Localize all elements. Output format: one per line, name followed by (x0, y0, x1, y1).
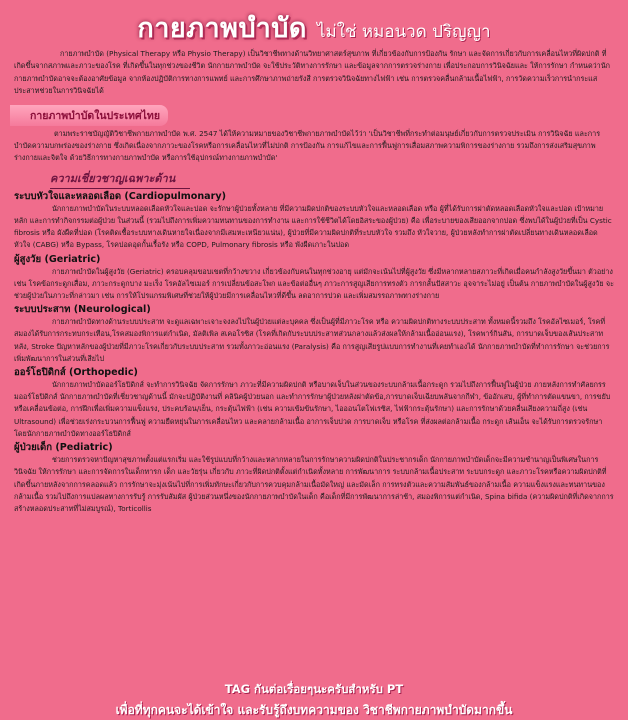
specialty-title: ระบบประสาท (Neurological) (14, 304, 151, 316)
specialty-text: นักกายภาพบำบัดออร์โธปิดิกส์ จะทำการวินิจฉัย จัดการรักษา ภาวะที่มีความผิดปกติ หรือบาดเจ็บในส่วนของระบบกล้ามเนื้อกระดูก รวมไปถึงการฟื้นฟูในผู้ป่วย ภายหลังการทำศัลยกรรมออร์โธปิดิกส์ นักกายภาพบำบัดที่เชี่ยวชาญด้านนี้ มักจะปฏิบัติงานที่ คลินิคผู้ป่วยนอก และทำการรักษาผู้ป่วยหลังผ่าตัดข้อ,การบาดเจ็บเฉียบพลันจากกีฬา, ข้ออักเสบ, ผู้ที่ทำการตัดแขนขา, การขยับ หรือเคลื่อนข้อต่อ, การฝึกเพื่อเพิ่มความแข็งแรง, ประคบร้อน/เย็น, กระตุ้นไฟฟ้า (เช่น ความเข้มข้นรักษา, ไอออนโตโฟเรซิส, ไฟฟ้ากระตุ้นรักษา) และการรักษาด้วยคลื่นเสียงความถี่สูง (เช่น Ultrasound) เพื่อช่วยเร่งกระบวนการฟื้นฟู ความยืดหยุ่นในการเคลื่อนไหว และคลายกล้ามเนื้อ อาการเจ็บปวด การบาดเจ็บ หรือโรค ที่ส่งผลต่อกล้ามเนื้อ กระดูก เส้นเอ็น จะได้รับการตรวจรักษาโดยนักกายภาพบำบัดทางออร์โธปิดิกส์ (14, 380, 611, 438)
specialty-title: ผู้สูงวัย (Geriatric) (14, 253, 101, 265)
specialty-text: ช่วยการตรวจหาปัญหาสุขภาพตั้งแต่แรกเริ่ม และใช้รูปแบบที่กว้างและหลากหลายในการรักษาความผิดปกติในประชากรเด็ก นักกายภาพบำบัดเด็กจะมีความชำนาญเป็นพิเศษในการวินิจฉัย ให้การรักษา และการจัดการในเด็กทารก เด็ก และวัยรุ่น เกี่ยวกับ ภาวะที่ผิดปกติตั้งแต่กำเนิดทั้งหลาย การพัฒนาการ ระบบกล้ามเนื้อประสาท ระบบกระดูก และภาวะโรคหรือความผิดปกติที่เกิดขึ้นภายหลังจากการคลอดแล้ว การรักษาจะมุ่งเน้นไปที่การเพิ่มทักษะเกี่ยวกับการควบคุมกล้ามเนื้อมัดใหญ่ และมัดเล็ก การทรงตัวและความสัมพันธ์ของกล้ามเนื้อ ความแข็งแรงและทนทานของกล้ามเนื้อ รวมไปถึงการแปลผลทางการรับรู้ การรับสัมผัส ผู้ป่วยส่วนหนึ่งของนักกายภาพบำบัดในเด็ก คือเด็กที่มีการพัฒนาการล่าช้า, สมองพิการแต่กำเนิด, Spina bifida (ความผิดปกติที่เกิดจากการสร้างหลอดประสาทที่ไม่สมบูรณ์), Torticollis (14, 455, 614, 513)
specialty-geriatric (14, 254, 614, 303)
specialty-text: กายภาพบำบัดในผู้สูงวัย (Geriatric) ครอบคลุมขอบเขตที่กว้างขวาง เกี่ยวข้องกับคนในทุกช่วงอายุ แต่มักจะเน้นไปที่ผู้สูงวัย ซึ่งมีหลากหลายสภาวะที่เกิดเมื่อคนกำลังสูงวัยขึ้นมา ตัวอย่างเช่น โรคข้อกระดูกเสื่อม, ภาวะกระดูกบาง มะเร็ง โรคอัลไซเมอร์ การเปลี่ยนข้อสะโพก และข้อต่ออื่นๆ ภาวะการสูญเสียการทรงตัว การกลั้นปัสสาวะ อุจจาระไม่อยู่ เป็นต้น กายภาพบำบัดในผู้สูงวัย จะช่วยผู้ป่วยในภาวะที่กล่าวมา เช่น การให้โปรแกรมพิเศษที่ช่วยให้ผู้ป่วยมีการเคลื่อนไหวที่ดีขึ้น ลดอาการปวด และเพิ่มสมรรถภาพทางร่างกาย (14, 266, 614, 301)
specialties-heading: ความเชี่ยวชาญเฉพาะด้าน (50, 171, 176, 185)
page-subtitle: ไม่ใช่ หมอนวด ปริญญา (316, 22, 491, 42)
specialty-neurological (14, 304, 614, 365)
page-title: กายภาพบำบัด (137, 13, 307, 44)
header (10, 6, 618, 44)
section-thailand-text: ตามพระราชบัญญัติวิชาชีพกายภาพบำบัด พ.ศ. 2547 ได้ให้ความหมายของวิชาชีพกายภาพบำบัดไว้ว่า 'เป็นวิชาชีพที่กระทำต่อมนุษย์เกี่ยวกับการตรวจประเมิน การวินิจฉัย และการบำบัดความบกพร่องของร่างกาย ซึ่งเกิดเนื่องจากภาวะของโรคหรือการเคลื่อนไหวที่ไม่ปกติ การป้องกัน การแก้ไขและการฟื้นฟูการเสื่อมสภาพความพิการของร่างกาย รวมถึงการส่งเสริมสุขภาพร่างกายและจิตใจ ด้วยวิธีการทางกายภาพบำบัด หรือการใช้อุปกรณ์ทางกายภาพบำบัด' (14, 128, 601, 163)
specialty-text: นักกายภาพบำบัดในระบบหลอดเลือดหัวใจและปอด จะรักษาผู้ป่วยทั้งหลาย ที่มีความผิดปกติของระบบหัวใจและหลอดเลือด หรือ ผู้ที่ได้รับการผ่าตัดหลอดเลือดหัวใจและปอด เป้าหมายหลัก และการทำกิจกรรมต่อผู้ป่วย ในส่วนนี้ (รวมไปถึงการเพิ่มความทนทานของการทำงาน และการใช้ชีวิตได้โดยอิสระของผู้ป่วย) คือ เพื่อระบายของเสียออกจากปอด ซึ่งพบได้ในผู้ป่วยที่เป็น Cystic fibrosis หรือ ผังผืดที่ปอด (โรคติดเชื้อระบบทางเดินหายใจเนื่องจากมีเสมหะเหนียวแน่น), ผู้ป่วยที่มีความผิดปกติที่ระบบหัวใจ รวมถึง หัวใจวาย, ผู้ป่วยหลังทำการผ่าตัดเปลี่ยนทางเดินหลอดเลือดหัวใจ (CABG) หรือ Bypass, โรคปอดอุดกั้นเรื้อรัง หรือ COPD, Pulmonary fibrosis หรือ พังผืดเกาะในปอด (14, 203, 612, 250)
specialty-orthopedic (14, 367, 614, 440)
specialty-cardiopulmonary (14, 191, 614, 252)
specialty-pediatric (14, 442, 614, 515)
footer-line-2: เพื่อที่ทุกคนจะได้เข้าใจ และรับรู้ถึงบทความของ วิชาชีพกายภาพบำบัดมากขึ้น (115, 703, 513, 717)
specialties-underline (50, 188, 190, 189)
footer (0, 681, 628, 720)
specialty-title: ผู้ป่วยเด็ก (Pediatric) (14, 442, 113, 454)
intro-paragraph: กายภาพบำบัด (Physical Therapy หรือ Physio Therapy) เป็นวิชาชีพทางด้านวิทยาศาสตร์สุขภาพ ที่เกี่ยวข้องกับการป้องกัน รักษา และจัดการเกี่ยวกับการเคลื่อนไหวที่ผิดปกติ ที่เกิดขึ้นจากสภาพและภาวะของโรค ที่เกิดขึ้นในทุกช่วงของชีวิต นักกายภาพบำบัด จะใช้ประวัติทางการรักษา และข้อมูลจากการตรวจร่างกาย เพื่อประกอบการวินิจฉัยและ ให้การรักษา กำหนดว่านักกายภาพบำบัดอาจจะต้องอาศัยข้อมูล จากห้องปฏิบัติการทางการแพทย์ และการศึกษาภาพถ่ายรังสี การตรวจวินิจฉัยทางไฟฟ้า เช่น การตรวจคลื่นกล้ามเนื้อไฟฟ้า, การวัดความเร็วการนำกระแสประสาทช่วยในการวินิจฉัยได้ (14, 49, 610, 96)
specialty-title: ออร์โธปิดิกส์ (Orthopedic) (14, 367, 138, 379)
section-thailand-heading (10, 104, 618, 126)
specialty-text: กายภาพบำบัดทางด้านระบบประสาท จะดูแลเฉพาะเจาะจงลงไปในผู้ป่วยแต่ละบุคคล ซึ่งเป็นผู้ที่มีภาวะโรค หรือ ความผิดปกติทางระบบประสาท ทั้งหมดนี้รวมถึง โรคอัลไซเมอร์, โรคที่สมองได้รับการกระทบกระเทือน,โรคสมองพิการแต่กำเนิด, มัลติเพิล สเคอโรซิส (โรคที่เกิดกับระบบประสาทส่วนกลางแล้วส่งผลให้กล้ามเนื้ออ่อนแรง), โรคพาร์กินสัน, การบาดเจ็บของเส้นประสาทหลัง, Stroke ปัญหาหลักของผู้ป่วยที่มีภาวะโรคเกี่ยวกับระบบประสาท รวมทั้งภาวะอ่อนแรง (Paralysis) คือ การสูญเสียรูปแบบการทำงานที่เคยทำเองได้ นักกายภาพบำบัดที่ทำการรักษา จะช่วยการเพิ่มพัฒนาการในส่วนที่เสียไป (14, 317, 610, 363)
footer-line-1: TAG กันต่อเรื่อยๆนะครับสำหรับ PT (224, 682, 404, 696)
specialty-title: ระบบหัวใจและหลอดเลือด (Cardiopulmonary) (14, 190, 227, 202)
section-thailand-title: กายภาพบำบัดในประเทศไทย (10, 105, 168, 126)
